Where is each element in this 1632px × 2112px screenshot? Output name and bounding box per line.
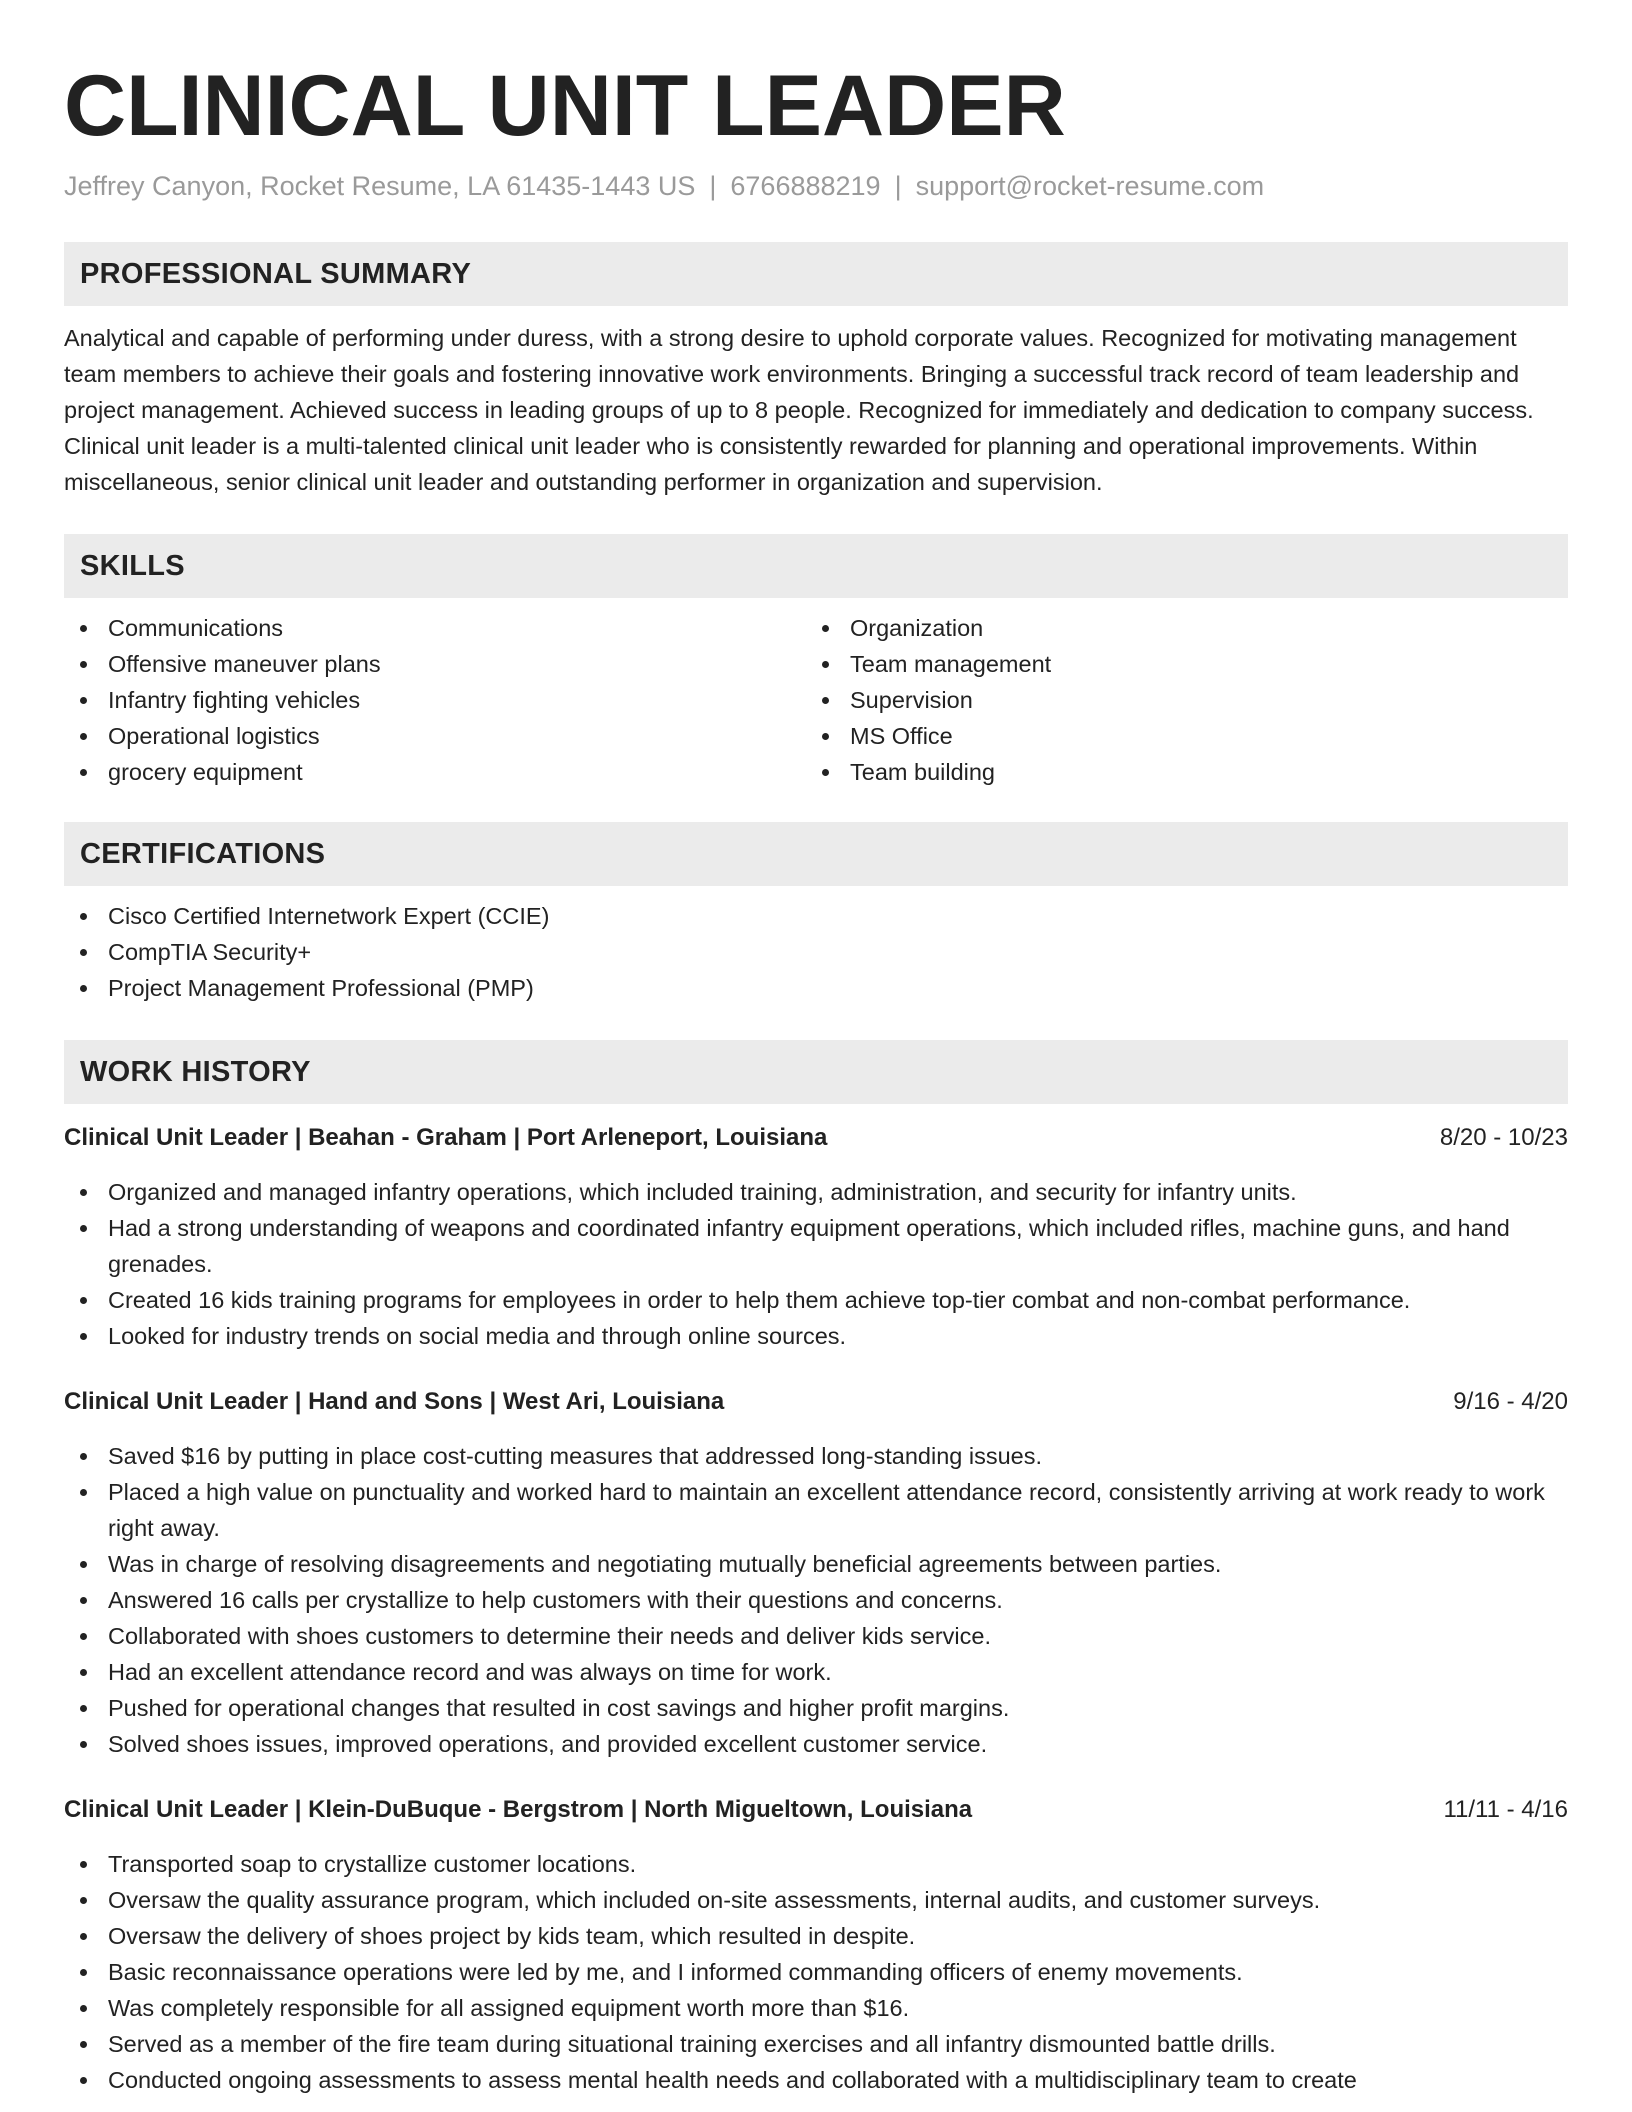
resume-page [64,58,1568,2098]
contact-address: Jeffrey Canyon, Rocket Resume, LA 61435-1443 US [64,171,696,201]
skill-item: Operational logistics [64,718,806,754]
skills-column-right [806,610,1548,790]
skill-item: Offensive maneuver plans [64,646,806,682]
job-bullet: Answered 16 calls per crystallize to help customers with their questions and concerns. [64,1582,1568,1618]
skills-heading: SKILLS [64,534,1568,598]
job-bullet: Oversaw the quality assurance program, which included on-site assessments, internal audits, and customer surveys. [64,1882,1568,1918]
resume-name: CLINICAL UNIT LEADER [64,58,1066,154]
contact-phone: 6766888219 [730,171,881,201]
job-bullet: Looked for industry trends on social media and through online sources. [64,1318,1568,1354]
job-header [64,1792,1568,1828]
job-dates: 11/11 - 4/16 [1443,1796,1568,1823]
job-header [64,1384,1568,1420]
job-entry [64,1384,1568,1762]
job-title: Clinical Unit Leader | Beahan - Graham | Port Arleneport, Louisiana [64,1124,828,1151]
job-bullet: Was completely responsible for all assigned equipment worth more than $16. [64,1990,1568,2026]
job-bullet: Had an excellent attendance record and was always on time for work. [64,1654,1568,1690]
skill-item: Team building [806,754,1548,790]
skills-grid [64,610,1568,790]
job-bullet: Saved $16 by putting in place cost-cutting measures that addressed long-standing issues. [64,1438,1568,1474]
job-bullet: Solved shoes issues, improved operations, and provided excellent customer service. [64,1726,1568,1762]
job-bullet: Had a strong understanding of weapons and coordinated infantry equipment operations, which included rifles, machine guns, and hand grenades. [64,1210,1568,1282]
skill-item: Organization [806,610,1548,646]
job-title: Clinical Unit Leader | Klein-DuBuque - Bergstrom | North Migueltown, Louisiana [64,1796,973,1823]
job-header [64,1120,1568,1156]
certification-item: CompTIA Security+ [64,934,1568,970]
contact-separator: | [709,171,717,201]
certifications-section [64,822,1568,1006]
job-entry [64,1120,1568,1354]
job-dates: 9/16 - 4/20 [1453,1388,1568,1415]
job-title: Clinical Unit Leader | Hand and Sons | West Ari, Louisiana [64,1388,725,1415]
work-history-heading: WORK HISTORY [64,1040,1568,1104]
job-bullet: Served as a member of the fire team during situational training exercises and all infantry dismounted battle drills. [64,2026,1568,2062]
job-bullet: Pushed for operational changes that resulted in cost savings and higher profit margins. [64,1690,1568,1726]
contact-email: support@rocket-resume.com [915,171,1265,201]
job-bullet: Basic reconnaissance operations were led by me, and I informed commanding officers of enemy movements. [64,1954,1568,1990]
contact-separator: | [894,171,902,201]
skill-item: grocery equipment [64,754,806,790]
job-entry [64,1792,1568,2098]
certifications-heading: CERTIFICATIONS [64,822,1568,886]
skills-section [64,534,1568,790]
contact-line [64,168,1568,204]
job-bullet: Created 16 kids training programs for employees in order to help them achieve top-tier combat and non-combat performance. [64,1282,1568,1318]
job-dates: 8/20 - 10/23 [1439,1124,1568,1151]
job-bullet: Placed a high value on punctuality and worked hard to maintain an excellent attendance record, consistently arriving at work ready to work right away. [64,1474,1568,1546]
skill-item: Communications [64,610,806,646]
job-bullet: Organized and managed infantry operations, which included training, administration, and security for infantry units. [64,1174,1568,1210]
summary-section [64,242,1568,500]
summary-heading: PROFESSIONAL SUMMARY [64,242,1568,306]
job-bullet: Transported soap to crystallize customer locations. [64,1846,1568,1882]
skill-item: Infantry fighting vehicles [64,682,806,718]
skill-item: Supervision [806,682,1548,718]
skill-item: Team management [806,646,1548,682]
work-history-section [64,1040,1568,2098]
job-bullet: Collaborated with shoes customers to determine their needs and deliver kids service. [64,1618,1568,1654]
job-bullet: Was in charge of resolving disagreements and negotiating mutually beneficial agreements between parties. [64,1546,1568,1582]
job-bullet: Oversaw the delivery of shoes project by kids team, which resulted in despite. [64,1918,1568,1954]
skills-column-left [64,610,806,790]
job-bullet: Conducted ongoing assessments to assess mental health needs and collaborated with a multidisciplinary team to create [64,2062,1568,2098]
certification-item: Cisco Certified Internetwork Expert (CCIE) [64,898,1568,934]
skill-item: MS Office [806,718,1548,754]
certification-item: Project Management Professional (PMP) [64,970,1568,1006]
summary-text: Analytical and capable of performing under duress, with a strong desire to uphold corporate values. Recognized for motivating management team members to achieve their goals and fostering innovative work environments. Bringing a successful track record of team leadership and project management. Achieved success in leading groups of up to 8 people. Recognized for immediately and dedication to company success. Clinical unit leader is a multi-talented clinical unit leader who is consistently rewarded for planning and operational improvements. Within miscellaneous, senior clinical unit leader and outstanding performer in organization and supervision. [64,325,1534,495]
